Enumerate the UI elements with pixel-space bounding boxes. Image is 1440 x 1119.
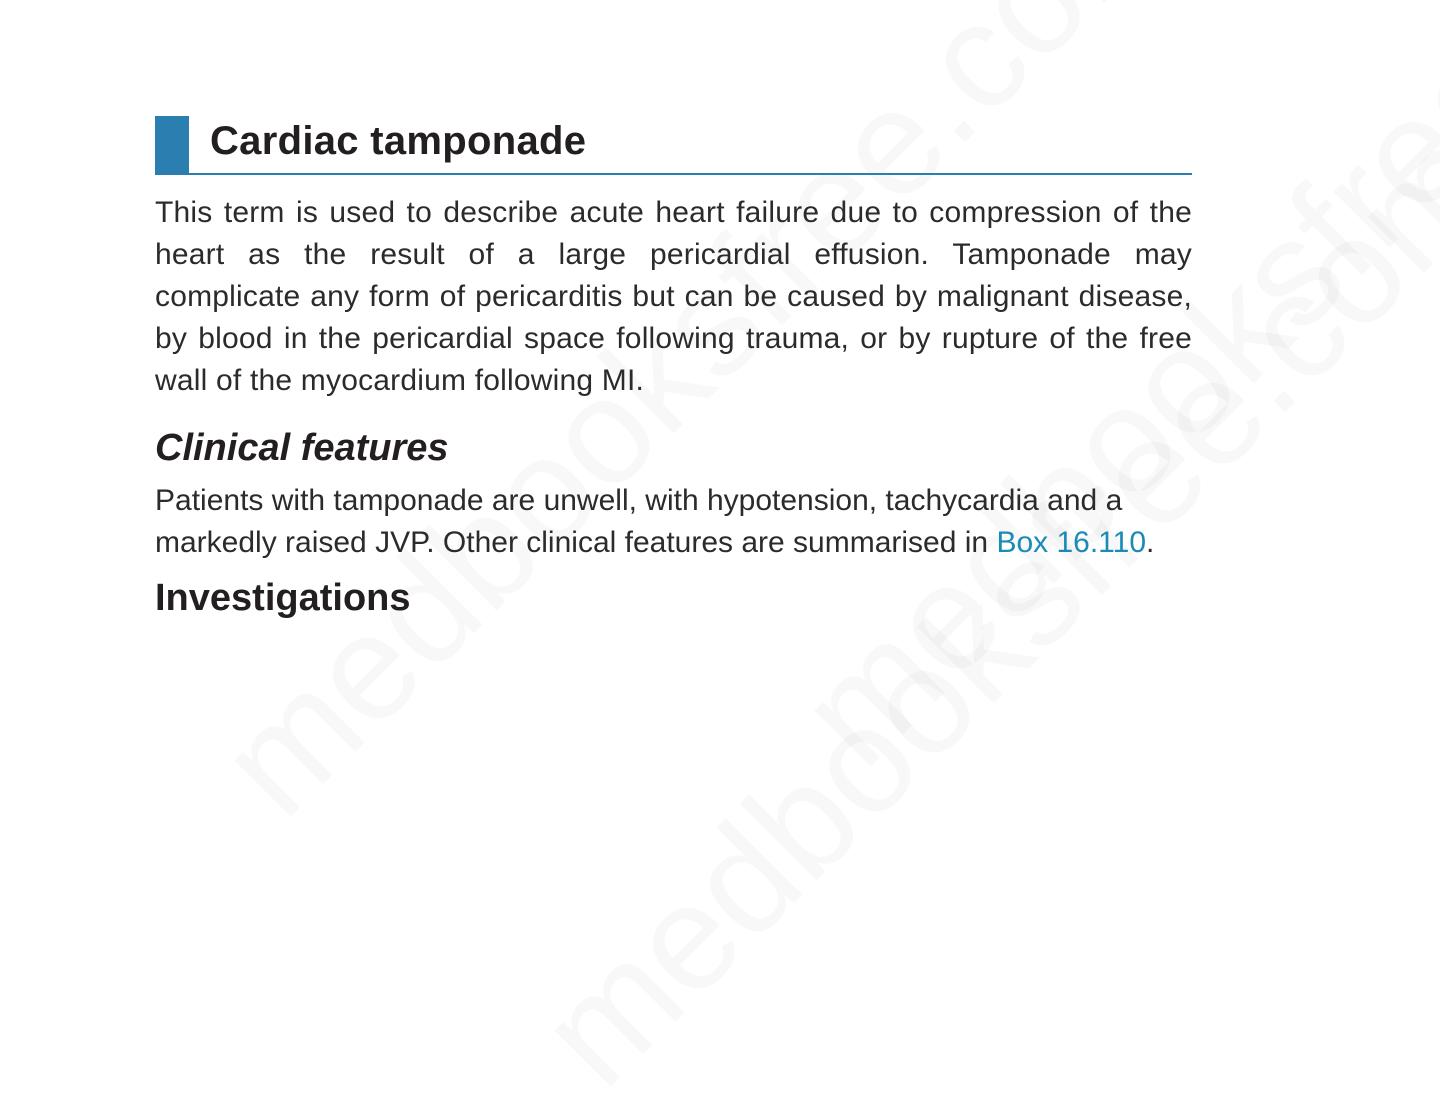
document-page [155,116,1192,676]
next-heading-cut-off: Investigations [155,577,411,619]
section-title: Cardiac tamponade [210,119,587,163]
paragraph-text: Patients with tamponade are unwell, with hypotension, tachycardia and a markedly raised JVP. Other clinical features are summarised in [155,484,1123,559]
section-header [155,116,1192,175]
section-accent-bar [155,116,189,173]
paragraph-text-end: . [1146,526,1155,559]
clinical-features-paragraph [155,480,1192,564]
box-reference-link[interactable]: Box 16.110 [996,526,1147,559]
subheading-clinical-features: Clinical features [155,427,449,469]
intro-paragraph: This term is used to describe acute heart failure due to compression of the heart as the result of a large pericardial effusion. Tamponade may complicate any form of pericarditis but can be caused by malignant disease, by blood in the pericardial space following trauma, or by rupture of the free wall of the myocardium following MI. [155,196,1192,397]
